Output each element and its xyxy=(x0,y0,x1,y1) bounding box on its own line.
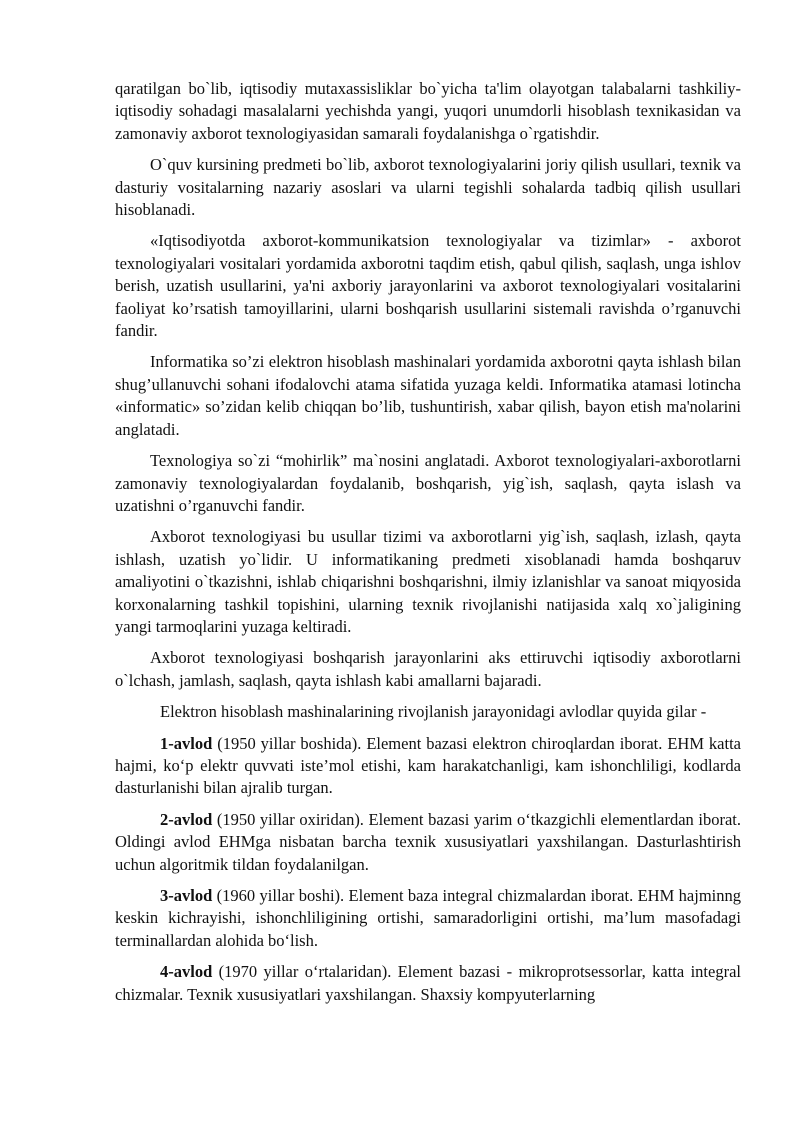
generation-label: 4-avlod xyxy=(160,962,213,982)
paragraph: Axborot texnologiyasi boshqarish jarayonlarini aks ettiruvchi iqtisodiy axborotlarni o`lchash, jamlash, saqlash, qayta ishlash kabi amallarni bajaradi. xyxy=(115,648,741,690)
generation-paragraph xyxy=(115,733,741,800)
generation-label: 1-avlod xyxy=(160,733,213,753)
generation-label: 3-avlod xyxy=(160,886,213,905)
generation-text: (1960 yillar boshi). Element baza integral chizmalardan iborat. EHM hajminng keskin kichrayishi, ishonchliligining ortishi, samaradorligini ortishi, ma’lum masofadagi terminallardan alohida bo‘lish. xyxy=(115,886,741,950)
paragraph: O`quv kursining predmeti bo`lib, axborot texnologiyalarini joriy qilish usullari, texnik va dasturiy vositalarning nazariy asoslari va ularni tegishli sohalarda tadbiq qilish usullari hisoblanadi. xyxy=(115,155,741,220)
paragraph: Axborot texnologiyasi bu usullar tizimi va axborotlarni yig`ish, saqlash, izlash, qayta ishlash, uzatish yo`lidir. U informatikaning predmeti xisoblanadi hamda boshqaruv amaliyotini o`tkazishni, ishlab chiqarishni boshqarishni, ilmiy izlanishlar va sanoat miqyosida korxonalarning tashkil topishini, ularning texnik rivojlanishi natijasida xalq xo`jaligining yangi tarmoqlarini yuzaga keltiradi. xyxy=(115,527,741,636)
generation-label: 2-avlod xyxy=(160,809,213,829)
generation-text: (1970 yillar o‘rtalaridan). Element bazasi - mikroprotsessorlar, katta integral chizmalar. Texnik xususiyatlari yaxshilangan. Shaxsiy kompyuterlarning xyxy=(115,962,741,1004)
generation-paragraph xyxy=(115,809,741,876)
paragraph: Informatika so’zi elektron hisoblash mashinalari yordamida axborotni qayta ishlash bilan shug’ullanuvchi sohani ifodalovchi atama sifatida yuzaga keldi. Informatika atamasi lotincha «informatic» so’zidan kelib chiqqan bo’lib, tushuntirish, xabar qilish, bayon etish ma'nolarini anglatadi. xyxy=(115,352,741,439)
generation-paragraph xyxy=(115,961,741,1006)
paragraph: Texnologiya so`zi “mohirlik” ma`nosini anglatadi. Axborot texnologiyalari-axborotlarni zamonaviy texnologiyalardan foydalanib, boshqarish, yig`ish, saqlash, qayta islash va uzatishni o’rganuvchi fandir. xyxy=(115,451,741,515)
paragraph: Elektron hisoblash mashinalarining rivojlanish jarayonidagi avlodlar quyida gilar - xyxy=(160,702,707,722)
generation-text: (1950 yillar boshida). Element bazasi elektron chiroqlardan iborat. EHM katta hajmi, ko‘p elektr quvvati iste’mol etishi, kam harakatchanligi, kam ishonchliligi, kodlarda dasturlanishi bilan ajralib turgan. xyxy=(115,733,741,798)
paragraph: «Iqtisodiyotda axborot-kommunikatsion texnologiyalar va tizimlar» - axborot texnologiyalari vositalari yordamida axborotni taqdim etish, qabul qilish, saqlash, unga ishlov berish, uzatish usullarini, ya'ni axboriy jarayonlarini va axborot texnologiyalari vositalarini faoliyat ko’rsatish tamoyillarini, ularni boshqarish usullarini sistemali ravishda o’rganuvchi fandir. xyxy=(115,231,741,341)
paragraph: qaratilgan bo`lib, iqtisodiy mutaxassisliklar bo`yicha ta'lim olayotgan talabalarni tashkiliy-iqtisodiy sohadagi masalalarni yechishda yangi, yuqori unumdorli hisoblash texnikasidan va zamonaviy axborot texnologiyasidan samarali foydalanishga o`rgatishdir. xyxy=(115,79,741,143)
generation-paragraph xyxy=(115,885,741,952)
document-body xyxy=(115,78,741,1015)
generation-text: (1950 yillar oxiridan). Element bazasi yarim o‘tkazgichli elementlardan iborat. Oldingi avlod EHMga nisbatan barcha texnik xususiyatlari yaxshilangan. Dasturlashtirish uchun algoritmik tildan foydalanilgan. xyxy=(115,809,741,874)
